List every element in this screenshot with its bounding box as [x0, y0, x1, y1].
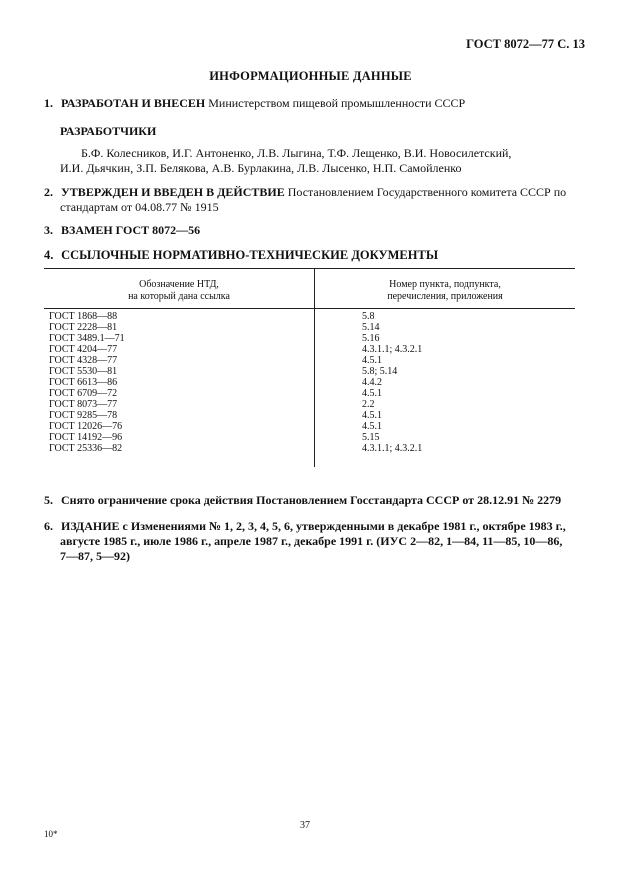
- section-number: 1.: [44, 96, 53, 110]
- table-cell-clause: 4.5.1: [362, 410, 382, 421]
- page-number: 37: [300, 820, 310, 831]
- section-2-line-2: стандартам от 04.08.77 № 1915: [60, 200, 219, 214]
- table-cell-clause: 4.3.1.1; 4.3.2.1: [362, 443, 423, 454]
- section-number: 4.: [44, 248, 54, 262]
- table-cell-clause: 4.5.1: [362, 388, 382, 399]
- section-number: 2.: [44, 185, 53, 199]
- page-header: ГОСТ 8072—77 С. 13: [466, 37, 585, 51]
- table-cell-document: ГОСТ 5530—81: [49, 366, 118, 377]
- section-4-heading: ССЫЛОЧНЫЕ НОРМАТИВНО-ТЕХНИЧЕСКИЕ ДОКУМЕНТЫ: [61, 248, 439, 262]
- table-cell-document: ГОСТ 14192—96: [49, 432, 123, 443]
- table-header-col2: [315, 279, 575, 303]
- section-5-text: Снято ограничение срока действия Постановлением Госстандарта СССР от 28.12.91 № 2279: [61, 493, 562, 507]
- section-2-heading: УТВЕРЖДЕН И ВВЕДЕН В ДЕЙСТВИЕ: [61, 185, 285, 199]
- section-6: [44, 519, 566, 535]
- table-cell-document: ГОСТ 6613—86: [49, 377, 118, 388]
- section-6-line-3: 7—87, 5—92): [60, 549, 130, 563]
- header-line: Обозначение НТД,: [139, 279, 219, 290]
- section-5: [44, 493, 561, 509]
- table-column-clauses: [362, 311, 422, 454]
- table-header-col1: [44, 279, 314, 303]
- table-cell-document: ГОСТ 25336—82: [49, 443, 123, 454]
- table-header-rule: [44, 308, 575, 309]
- table-cell-document: ГОСТ 4204—77: [49, 344, 118, 355]
- section-3-heading: ВЗАМЕН ГОСТ 8072—56: [61, 223, 201, 237]
- header-line: перечисления, приложения: [387, 291, 503, 302]
- header-line: на который дана ссылка: [128, 291, 230, 302]
- table-cell-clause: 4.3.1.1; 4.3.2.1: [362, 344, 423, 355]
- table-cell-document: ГОСТ 4328—77: [49, 355, 118, 366]
- table-cell-document: ГОСТ 3489.1—71: [49, 333, 125, 344]
- table-cell-clause: 2.2: [362, 399, 375, 410]
- section-1-text: Министерством пищевой промышленности СССР: [208, 96, 466, 110]
- table-cell-document: ГОСТ 6709—72: [49, 388, 118, 399]
- section-6-line-2: августе 1985 г., июле 1986 г., апреле 1987 г., декабре 1991 г. (ИУС 2—82, 1—84, 11—85, 10—86,: [60, 534, 563, 548]
- section-3: [44, 223, 200, 239]
- table-cell-clause: 5.14: [362, 322, 380, 333]
- table-cell-document: ГОСТ 8073—77: [49, 399, 118, 410]
- table-top-rule: [44, 268, 575, 269]
- table-cell-document: ГОСТ 12026—76: [49, 421, 123, 432]
- table-cell-clause: 5.8: [362, 311, 375, 322]
- document-title: ИНФОРМАЦИОННЫЕ ДАННЫЕ: [209, 69, 412, 83]
- table-cell-clause: 5.8; 5.14: [362, 366, 398, 377]
- section-6-heading: ИЗДАНИЕ: [61, 519, 120, 533]
- section-1: [44, 96, 465, 112]
- table-cell-clause: 5.15: [362, 432, 380, 443]
- table-column-documents: [49, 311, 125, 454]
- section-number: 5.: [44, 493, 53, 507]
- signature-mark: 10*: [44, 829, 58, 839]
- section-2: [44, 185, 566, 201]
- table-cell-document: ГОСТ 9285—78: [49, 410, 118, 421]
- table-cell-clause: 4.5.1: [362, 421, 382, 432]
- developers-line: И.И. Дьячкин, З.П. Белякова, А.В. Бурлакина, Л.В. Лысенко, Н.П. Самойленко: [60, 161, 462, 175]
- table-cell-document: ГОСТ 1868—88: [49, 311, 118, 322]
- table-cell-document: ГОСТ 2228—81: [49, 322, 118, 333]
- section-2-text: Постановлением Государственного комитета СССР по: [287, 185, 567, 199]
- developers-line: Б.Ф. Колесников, И.Г. Антоненко, Л.В. Лыгина, Т.Ф. Лещенко, В.И. Новосилетский,: [81, 146, 512, 160]
- table-cell-clause: 4.5.1: [362, 355, 382, 366]
- section-number: 6.: [44, 519, 53, 533]
- section-6-text: с Изменениями № 1, 2, 3, 4, 5, 6, утвержденными в декабре 1981 г., октябре 1983 г.,: [122, 519, 566, 533]
- section-1-heading: РАЗРАБОТАН И ВНЕСЕН: [61, 96, 206, 110]
- section-number: 3.: [44, 223, 53, 237]
- header-line: Номер пункта, подпункта,: [389, 279, 501, 290]
- section-4: [44, 248, 438, 264]
- developers-heading: РАЗРАБОТЧИКИ: [60, 124, 157, 138]
- table-cell-clause: 4.4.2: [362, 377, 382, 388]
- table-cell-clause: 5.16: [362, 333, 380, 344]
